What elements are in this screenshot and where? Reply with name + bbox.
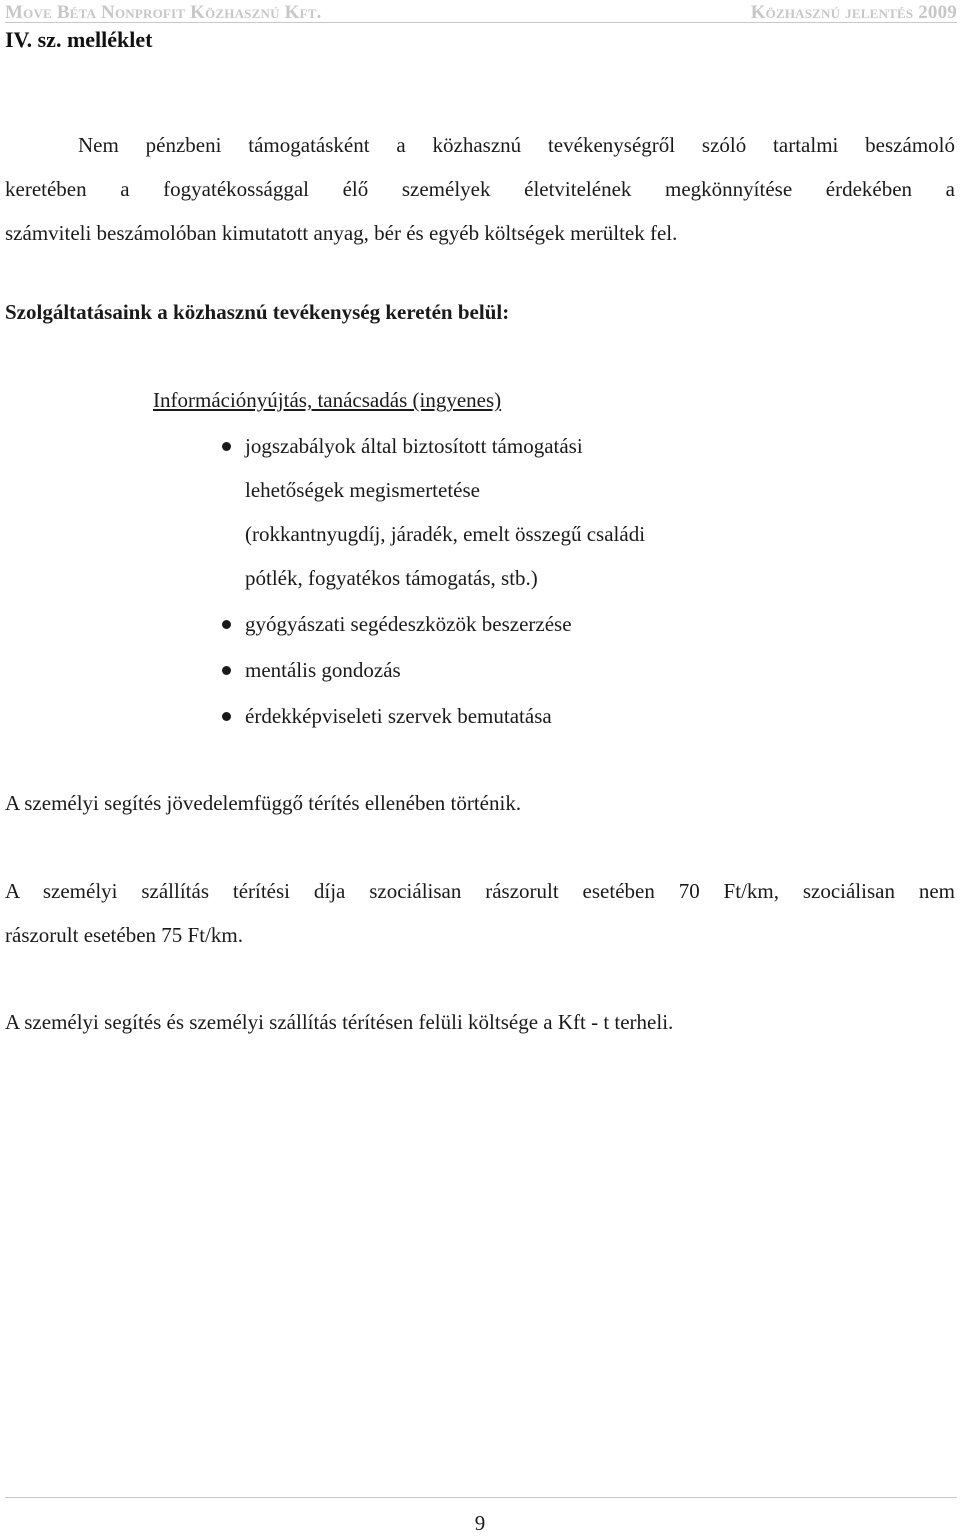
transport-fee-line-1: A személyi szállítás térítési díja szociálisan rászorult esetében 70 Ft/km, szociálisan nem bbox=[5, 879, 955, 903]
page-header bbox=[5, 0, 957, 23]
bullet-line: gyógyászati segédeszközök beszerzése bbox=[245, 612, 572, 636]
bullet-icon bbox=[222, 442, 231, 451]
bullet-line: érdekképviseleti szervek bemutatása bbox=[245, 704, 552, 728]
header-report-title: Közhasznú jelentés 2009 bbox=[750, 2, 957, 23]
cost-coverage-paragraph: A személyi segítés és személyi szállítás térítésen felüli költsége a Kft - t terheli. bbox=[5, 1010, 674, 1034]
bullet-icon bbox=[222, 620, 231, 629]
transport-fee-paragraph bbox=[5, 869, 955, 957]
list-item bbox=[222, 694, 742, 738]
intro-line-2: keretében a fogyatékossággal élő személyek életvitelének megkönnyítése érdekében a bbox=[5, 177, 955, 201]
intro-paragraph bbox=[5, 123, 955, 255]
bullet-icon bbox=[222, 666, 231, 675]
list-item bbox=[222, 648, 742, 692]
info-service-title: Információnyújtás, tanácsadás (ingyenes) bbox=[153, 388, 502, 412]
list-item bbox=[222, 424, 742, 600]
header-company-name: Move Béta Nonprofit Közhasznú Kft. bbox=[5, 2, 322, 23]
annex-title: IV. sz. melléklet bbox=[5, 27, 153, 52]
intro-line-1: Nem pénzbeni támogatásként a közhasznú tevékenységről szóló tartalmi beszámoló bbox=[78, 133, 955, 157]
footer-divider bbox=[5, 1497, 957, 1498]
services-heading: Szolgáltatásaink a közhasznú tevékenység keretén belül: bbox=[5, 300, 510, 324]
bullet-line: mentális gondozás bbox=[245, 658, 401, 682]
intro-line-3: számviteli beszámolóban kimutatott anyag, bér és egyéb költségek merültek fel. bbox=[5, 221, 678, 245]
bullet-line: pótlék, fogyatékos támogatás, stb.) bbox=[245, 566, 538, 590]
transport-fee-line-2: rászorult esetében 75 Ft/km. bbox=[5, 923, 243, 947]
service-bullet-list bbox=[222, 424, 742, 740]
list-item bbox=[222, 602, 742, 646]
personal-assistance-paragraph: A személyi segítés jövedelemfüggő térítés ellenében történik. bbox=[5, 791, 522, 815]
bullet-icon bbox=[222, 712, 231, 721]
bullet-line: jogszabályok által biztosított támogatási bbox=[245, 434, 583, 458]
bullet-line: (rokkantnyugdíj, járadék, emelt összegű családi bbox=[245, 522, 646, 546]
page-number: 9 bbox=[474, 1511, 486, 1535]
bullet-line: lehetőségek megismertetése bbox=[245, 478, 480, 502]
